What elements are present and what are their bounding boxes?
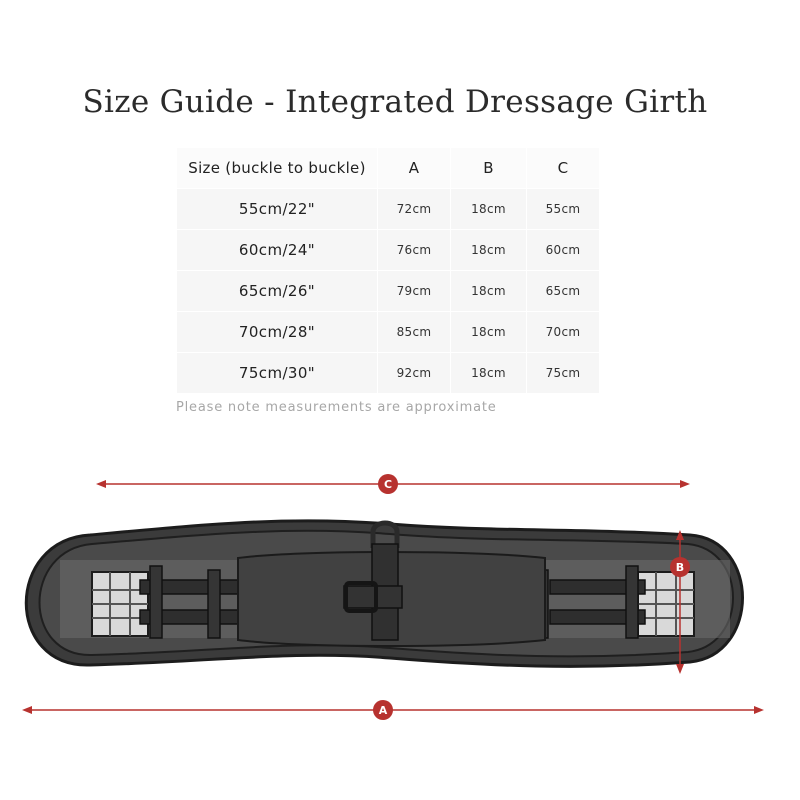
strap-keeper [208,570,220,638]
center-strap-tab [344,586,402,608]
girth-illustration [26,521,742,667]
column-header-size: Size (buckle to buckle) [177,148,378,189]
size-cell: 55cm/22" [177,189,378,230]
arrowhead-icon [680,480,690,488]
marker-a-label: A [378,704,388,717]
b-cell: 18cm [451,271,527,312]
b-cell: 18cm [451,353,527,394]
girth-diagram [0,440,800,740]
b-cell: 18cm [451,230,527,271]
c-cell: 65cm [527,271,600,312]
arrowhead-icon [754,706,764,714]
b-cell: 18cm [451,312,527,353]
table-row [177,353,600,394]
marker-a [373,700,393,720]
a-cell: 72cm [378,189,451,230]
column-header-c: C [527,148,600,189]
table-row [177,271,600,312]
table-header-row [177,148,600,189]
column-header-b: B [451,148,527,189]
a-cell: 92cm [378,353,451,394]
table-row [177,230,600,271]
b-cell: 18cm [451,189,527,230]
size-cell: 70cm/28" [177,312,378,353]
table-row [177,312,600,353]
column-header-a: A [378,148,451,189]
size-cell: 65cm/26" [177,271,378,312]
size-cell: 75cm/30" [177,353,378,394]
size-cell: 60cm/24" [177,230,378,271]
page-title: Size Guide - Integrated Dressage Girth [82,84,708,120]
c-cell: 75cm [527,353,600,394]
marker-b-label: B [675,561,685,574]
arrowhead-icon [96,480,106,488]
size-table [176,147,600,394]
c-cell: 55cm [527,189,600,230]
marker-c-label: C [383,478,393,491]
marker-c [378,474,398,494]
a-cell: 85cm [378,312,451,353]
measurement-note: Please note measurements are approximate [176,400,497,415]
marker-b [670,557,690,577]
arrowhead-icon [22,706,32,714]
arrowhead-icon [676,664,684,674]
a-cell: 76cm [378,230,451,271]
strap-keeper [150,566,162,638]
strap-keeper [626,566,638,638]
c-cell: 70cm [527,312,600,353]
c-cell: 60cm [527,230,600,271]
a-cell: 79cm [378,271,451,312]
table-row [177,189,600,230]
